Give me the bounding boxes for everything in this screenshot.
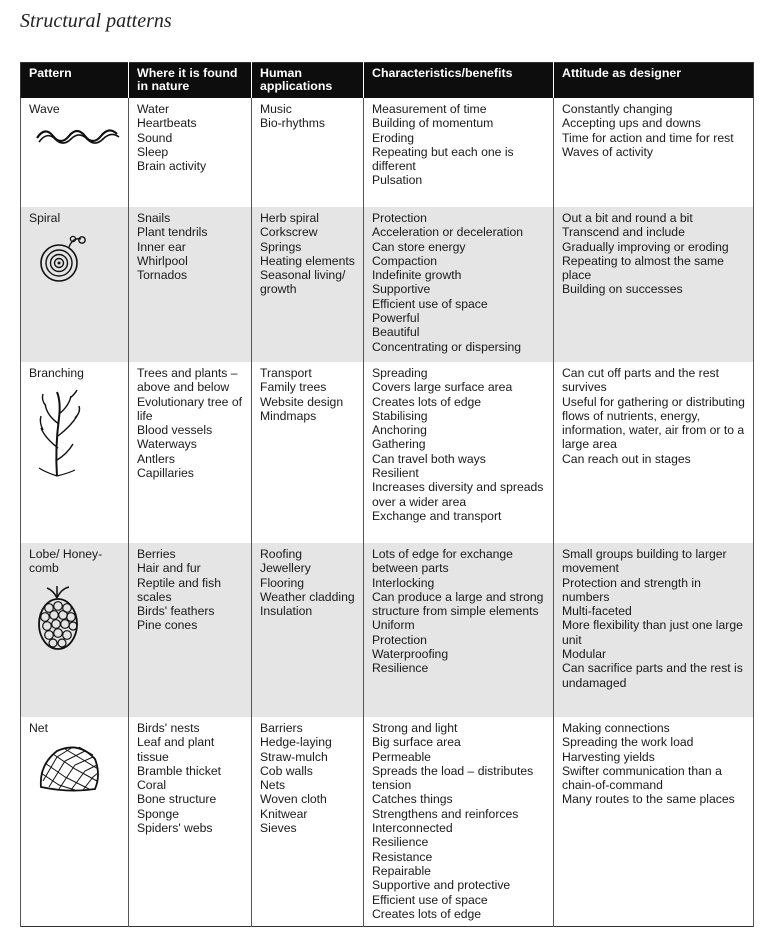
attitude-cell <box>554 543 754 717</box>
table-row <box>21 717 754 926</box>
attitude-item: Making connections <box>562 721 670 735</box>
attitude-item: Can sacrifice parts and the rest is undamaged <box>562 661 743 690</box>
characteristics-item: Interconnected <box>372 821 453 836</box>
characteristics-item: Resistance <box>372 849 433 864</box>
characteristics-item: Supportive and protective <box>372 878 511 893</box>
attitude-item: Can reach out in stages <box>562 451 691 466</box>
characteristics-item: Can travel both ways <box>372 451 486 466</box>
characteristics-item: Interlocking <box>372 575 435 590</box>
nature-item: Snails <box>137 211 171 225</box>
nature-item: Hair and fur <box>137 561 201 576</box>
attitude-item: Waves of activity <box>562 144 653 159</box>
characteristics-item: Powerful <box>372 311 420 326</box>
attitude-item: Harvesting yields <box>562 749 655 764</box>
attitude-cell <box>554 207 754 362</box>
human-cell <box>252 362 364 543</box>
header-pattern: Pattern <box>21 63 129 99</box>
human-item: Weather cladding <box>260 589 355 604</box>
human-item: Website design <box>260 394 344 409</box>
nature-item: Birds' feathers <box>137 604 215 619</box>
nature-cell <box>129 362 252 543</box>
attitude-item: Can cut off parts and the rest survives <box>562 366 719 395</box>
attitude-item: Spreading the work load <box>562 735 694 750</box>
nature-item: Plant tendrils <box>137 225 208 240</box>
nature-item: Evolutionary tree of life <box>137 394 243 423</box>
pattern-name: Wave <box>29 102 60 116</box>
wave-icon <box>35 124 120 149</box>
characteristics-item: Uniform <box>372 618 415 633</box>
characteristics-item: Stabilising <box>372 408 428 423</box>
pattern-cell <box>21 717 129 926</box>
characteristics-item: Pulsation <box>372 173 423 188</box>
nature-item: Antlers <box>137 451 175 466</box>
human-cell <box>252 207 364 362</box>
nature-item: Coral <box>137 778 167 793</box>
attitude-item: Constantly changing <box>562 102 673 116</box>
attitude-item: Accepting ups and downs <box>562 116 701 131</box>
nature-item: Blood vessels <box>137 423 213 438</box>
characteristics-item: Big surface area <box>372 735 461 750</box>
structural-patterns-table <box>20 62 754 927</box>
human-item: Transport <box>260 366 312 380</box>
nature-item: Berries <box>137 547 176 561</box>
human-item: Nets <box>260 778 286 793</box>
human-item: Cob walls <box>260 763 313 778</box>
pattern-cell <box>21 543 129 717</box>
nature-item: Trees and plants – above and below <box>137 366 238 395</box>
attitude-item: Small groups building to larger movement <box>562 547 727 576</box>
attitude-cell <box>554 362 754 543</box>
nature-item: Reptile and fish scales <box>137 575 222 604</box>
characteristics-item: Measurement of time <box>372 102 487 116</box>
table-row <box>21 543 754 717</box>
attitude-item: Useful for gathering or distributing flows of nutrients, energy, information, water, air from or to a large area <box>562 394 745 452</box>
characteristics-cell <box>364 543 554 717</box>
characteristics-item: Concentrating or dispersing <box>372 339 522 354</box>
human-item: Seasonal living/ growth <box>260 268 346 297</box>
characteristics-item: Spreads the load – distributes tension <box>372 763 534 793</box>
human-item: Music <box>260 102 292 116</box>
characteristics-item: Supportive <box>372 282 431 297</box>
characteristics-item: Gathering <box>372 437 426 452</box>
pattern-cell <box>21 207 129 362</box>
characteristics-item: Resilience <box>372 835 429 850</box>
human-item: Jewellery <box>260 561 311 576</box>
nature-item: Sponge <box>137 806 180 821</box>
header-attitude: Attitude as designer <box>554 63 754 99</box>
human-item: Herb spiral <box>260 211 319 225</box>
attitude-cell <box>554 717 754 926</box>
characteristics-item: Spreading <box>372 366 428 380</box>
attitude-item: Building on successes <box>562 282 683 297</box>
human-cell <box>252 717 364 926</box>
nature-item: Heartbeats <box>137 116 197 131</box>
pattern-name: Spiral <box>29 211 61 225</box>
characteristics-cell <box>364 207 554 362</box>
nature-item: Whirlpool <box>137 253 188 268</box>
attitude-item: Multi-faceted <box>562 604 632 619</box>
characteristics-item: Increases diversity and spreads over a wider area <box>372 480 544 509</box>
characteristics-item: Eroding <box>372 130 415 145</box>
characteristics-item: Protection <box>372 211 427 225</box>
human-item: Sieves <box>260 821 297 836</box>
nature-item: Leaf and plant tissue <box>137 735 215 764</box>
nature-cell <box>129 98 252 207</box>
human-item: Heating elements <box>260 253 355 268</box>
characteristics-item: Acceleration or deceleration <box>372 225 524 240</box>
human-item: Barriers <box>260 721 303 735</box>
nature-item: Waterways <box>137 437 197 452</box>
page-title: Structural patterns <box>20 10 172 32</box>
characteristics-item: Lots of edge for exchange between parts <box>372 547 513 576</box>
attitude-item: Modular <box>562 647 607 662</box>
human-item: Bio-rhythms <box>260 116 326 131</box>
attitude-item: Time for action and time for rest <box>562 130 734 145</box>
nature-item: Inner ear <box>137 239 186 254</box>
human-item: Knitwear <box>260 806 308 821</box>
human-item: Springs <box>260 239 302 254</box>
characteristics-cell <box>364 717 554 926</box>
nature-item: Tornados <box>137 268 188 283</box>
characteristics-item: Can produce a large and strong structure from simple elements <box>372 589 544 619</box>
human-item: Mindmaps <box>260 408 317 423</box>
pattern-name: Net <box>29 721 48 735</box>
header-row <box>21 63 754 99</box>
branching-plant-icon <box>35 388 120 481</box>
characteristics-item: Creates lots of edge <box>372 906 482 921</box>
nature-cell <box>129 717 252 926</box>
nature-item: Bone structure <box>137 792 217 807</box>
characteristics-item: Can store energy <box>372 239 466 254</box>
human-cell <box>252 543 364 717</box>
attitude-item: Repeating to almost the same place <box>562 253 724 283</box>
human-item: Woven cloth <box>260 792 327 807</box>
human-item: Corkscrew <box>260 225 318 240</box>
table-row <box>21 362 754 543</box>
attitude-item: Gradually improving or eroding <box>562 239 729 254</box>
characteristics-item: Efficient use of space <box>372 892 488 907</box>
characteristics-item: Efficient use of space <box>372 296 488 311</box>
characteristics-item: Strong and light <box>372 721 458 735</box>
nature-item: Capillaries <box>137 466 194 481</box>
human-item: Roofing <box>260 547 303 561</box>
characteristics-item: Exchange and transport <box>372 508 502 523</box>
human-item: Insulation <box>260 604 313 619</box>
pattern-cell <box>21 362 129 543</box>
attitude-item: Out a bit and round a bit <box>562 211 693 225</box>
nature-cell <box>129 207 252 362</box>
nature-item: Pine cones <box>137 618 198 633</box>
human-item: Straw-mulch <box>260 749 328 764</box>
header-human: Human applications <box>252 63 364 99</box>
nature-item: Birds' nests <box>137 721 200 735</box>
characteristics-item: Repairable <box>372 863 431 878</box>
net-icon <box>35 743 120 798</box>
characteristics-item: Creates lots of edge <box>372 394 482 409</box>
pattern-name: Branching <box>29 366 84 380</box>
attitude-item: More flexibility than just one large unit <box>562 618 743 647</box>
attitude-item: Protection and strength in numbers <box>562 575 701 604</box>
human-cell <box>252 98 364 207</box>
characteristics-item: Permeable <box>372 749 431 764</box>
attitude-item: Swifter communication than a chain-of-command <box>562 763 722 793</box>
table-row <box>21 207 754 362</box>
characteristics-item: Beautiful <box>372 325 420 340</box>
header-characteristics: Characteristics/benefits <box>364 63 554 99</box>
nature-item: Spiders' webs <box>137 821 213 836</box>
nature-item: Water <box>137 102 170 116</box>
characteristics-item: Covers large surface area <box>372 380 513 395</box>
human-item: Family trees <box>260 380 327 395</box>
spiral-snail-icon <box>35 233 120 288</box>
human-item: Hedge-laying <box>260 735 332 750</box>
characteristics-item: Resilience <box>372 661 429 676</box>
nature-cell <box>129 543 252 717</box>
nature-item: Sound <box>137 130 173 145</box>
characteristics-item: Repeating but each one is different <box>372 144 514 174</box>
characteristics-item: Protection <box>372 632 427 647</box>
pattern-cell <box>21 98 129 207</box>
characteristics-cell <box>364 98 554 207</box>
characteristics-item: Compaction <box>372 253 438 268</box>
header-nature: Where it is found in nature <box>129 63 252 99</box>
nature-item: Brain activity <box>137 159 207 174</box>
characteristics-item: Resilient <box>372 466 419 481</box>
human-item: Flooring <box>260 575 305 590</box>
attitude-item: Transcend and include <box>562 225 685 240</box>
attitude-cell <box>554 98 754 207</box>
characteristics-item: Building of momentum <box>372 116 494 131</box>
characteristics-item: Indefinite growth <box>372 268 462 283</box>
characteristics-cell <box>364 362 554 543</box>
attitude-item: Many routes to the same places <box>562 792 735 807</box>
table-row <box>21 98 754 207</box>
nature-item: Sleep <box>137 144 169 159</box>
nature-item: Bramble thicket <box>137 763 221 778</box>
raspberry-icon <box>35 584 120 657</box>
characteristics-item: Waterproofing <box>372 647 449 662</box>
characteristics-item: Catches things <box>372 792 453 807</box>
pattern-name: Lobe/ Honey-comb <box>29 547 103 576</box>
characteristics-item: Anchoring <box>372 423 427 438</box>
characteristics-item: Strengthens and reinforces <box>372 806 519 821</box>
